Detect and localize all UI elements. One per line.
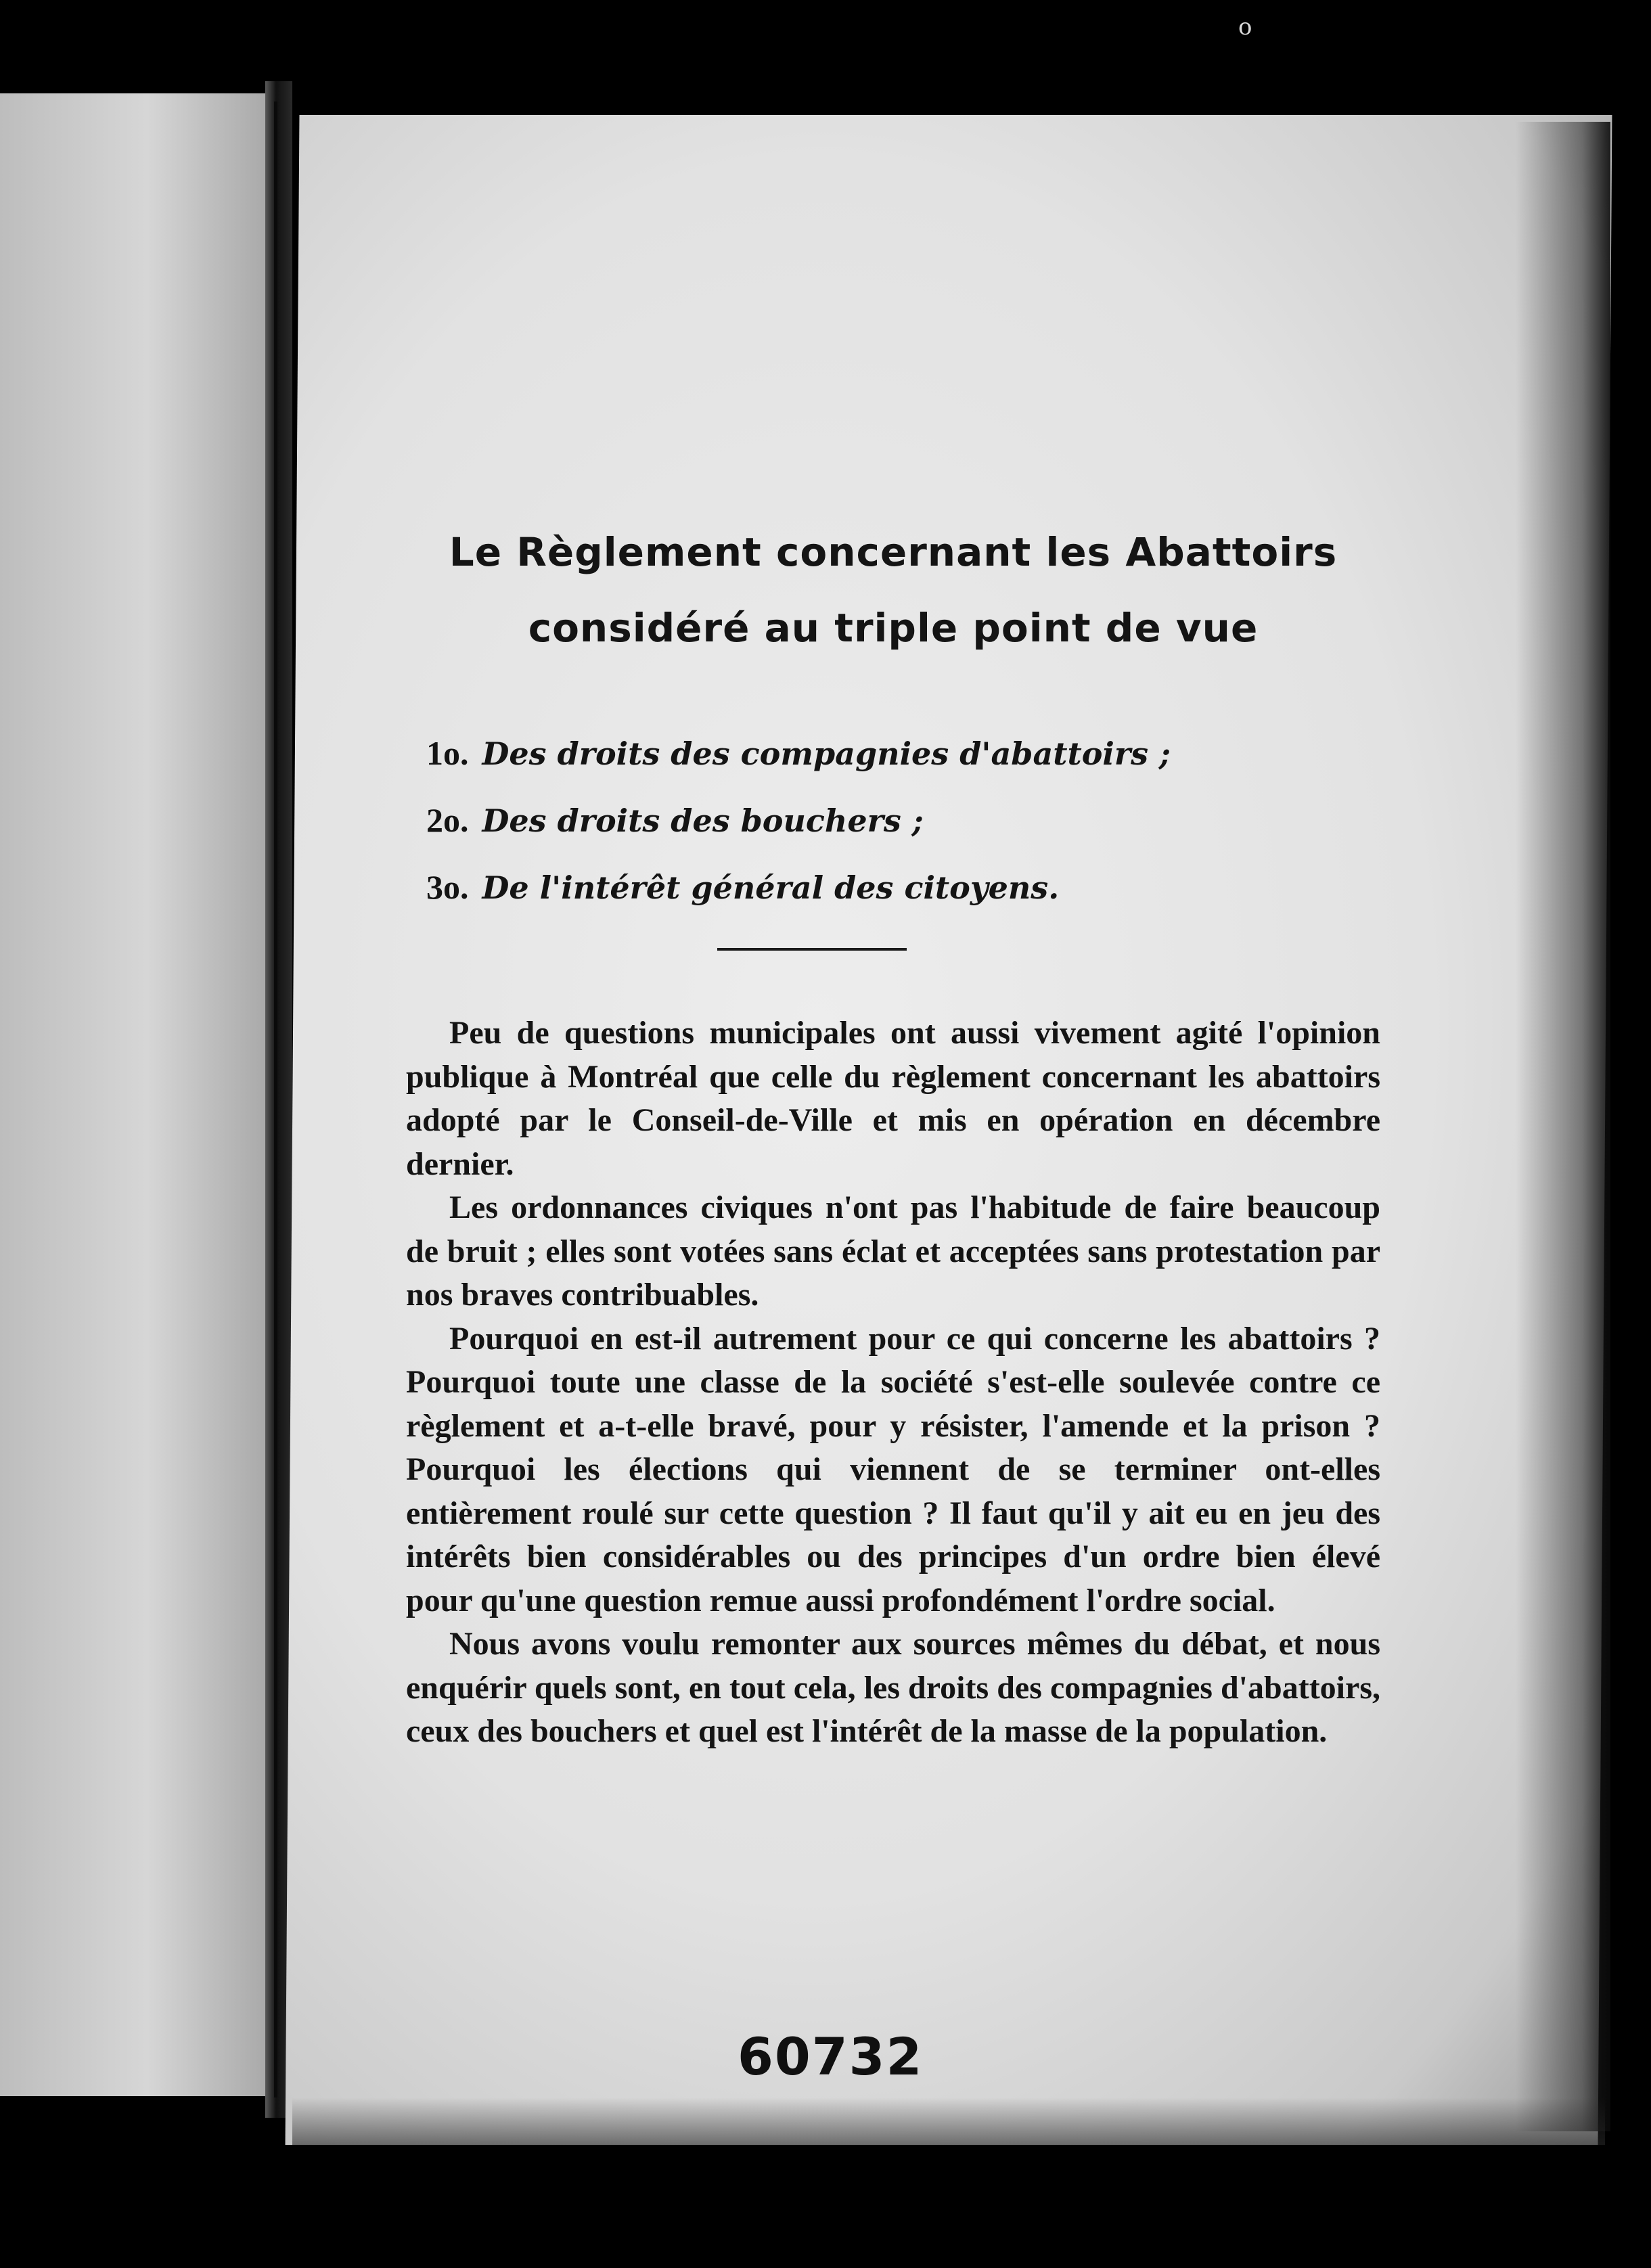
title-line-2: considéré au triple point de vue (528, 605, 1259, 651)
corner-mark: o (1238, 14, 1252, 41)
list-item-text: De l'intérêt général des citoyens. (482, 869, 1060, 906)
list-item (426, 787, 1380, 854)
page-content (406, 514, 1380, 1754)
paragraph: Nous avons voulu remonter aux sources mêmes du débat, et nous enquérir quels sont, en tout cela, les droits des compagnies d'abattoirs, ceux des bouchers et quel est l'intérêt de la masse de la population. (406, 1626, 1380, 1749)
viewpoints-list (406, 720, 1380, 921)
page-bottom-shadow (292, 2097, 1605, 2145)
list-item-number: 3o. (426, 868, 469, 906)
list-item (426, 854, 1380, 921)
catalog-number: 60732 (738, 2026, 924, 2087)
body-text (406, 1012, 1380, 1754)
list-item-number: 2o. (426, 801, 469, 839)
page-title (406, 514, 1380, 666)
title-line-1: Le Règlement concernant les Abattoirs (449, 529, 1338, 575)
section-divider (717, 948, 907, 951)
list-item-text: Des droits des compagnies d'abattoirs ; (482, 735, 1171, 772)
list-item-text: Des droits des bouchers ; (482, 802, 924, 839)
gutter-line (274, 101, 277, 2097)
list-item (426, 720, 1380, 787)
list-item-number: 1o. (426, 734, 469, 772)
paragraph: Pourquoi en est-il autrement pour ce qui concerne les abattoirs ? Pourquoi toute une classe de la société s'est-elle soulevée contre ce règlement et a-t-elle bravé, pour y résister, l'amende et la prison ? Pourquoi les élections qui viennent de se terminer ont-elles entièrement roulé sur cette question ? Il faut qu'il y ait eu en jeu des intérêts bien considérables ou des principes d'un ordre bien élevé pour qu'une question remue aussi profondément l'ordre social. (406, 1320, 1380, 1618)
page-edge-shadow (1516, 122, 1610, 2131)
paragraph: Peu de questions municipales ont aussi vivement agité l'opinion publique à Montréal que celle du règlement concernant les abattoirs adopté par le Conseil-de-Ville et mis en opération en décembre dernier. (406, 1015, 1380, 1182)
left-page-edge (0, 93, 267, 2096)
paragraph: Les ordonnances civiques n'ont pas l'habitude de faire beaucoup de bruit ; elles sont votées sans éclat et acceptées sans protestation par nos braves contribuables. (406, 1189, 1380, 1313)
